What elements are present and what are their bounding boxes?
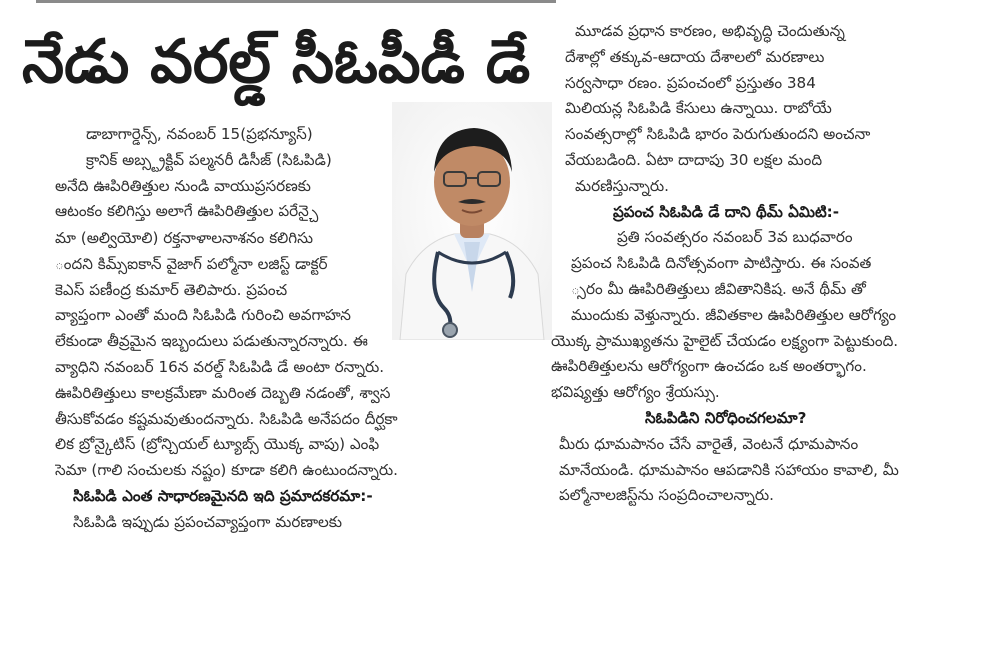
section-heading: సిఓపిడి ఎంత సాధారణమైనది ఇది ప్రమాదకరమా:- [73, 486, 373, 505]
article-line: మానేయండి. ధూమపానం ఆపడానికి సహాయం కావాలి, మీ [559, 460, 899, 479]
article-line: మా (అల్వియోలి) రక్తనాళాలనాశనం కలిగిసు [55, 229, 314, 247]
headline: నేడు వరల్డ్ సీఓపీడీ డే [22, 27, 531, 97]
article-line: కెఎస్ పణీంద్ర కుమార్ తెలిపారు. ప్రపంచ [55, 280, 288, 299]
doctor-portrait-image [392, 102, 552, 340]
article-line: లిక బ్రోన్కైటిస్ (బ్రోన్చియల్ ట్యూబ్స్ యొక్క వాపు) ఎంఫి [55, 435, 380, 454]
article-line: ప్రతి సంవత్సరం నవంబర్ 3వ బుధవారం [617, 228, 853, 247]
article-line: ందని కిమ్స్ఐకాన్ వైజాగ్ పల్మోనా లజిస్ట్ డాక్టర్ [55, 254, 328, 273]
article-line: ఊపిరితిత్తులు కాలక్రమేణా మరింత దెబ్బతి నడంతో, శ్వాస [55, 383, 391, 402]
article-line: అనేది ఊపిరితిత్తుల నుండి వాయుప్రసరణకు [55, 176, 311, 195]
article-line: తీసుకోవడం కష్టమవుతుందన్నారు. సిఓపిడి అనేపదం దీర్ఘకా [55, 409, 398, 428]
doctor-photo [392, 102, 552, 340]
section-heading: ప్రపంచ సిఓపిడి డే దాని థీమ్ ఏమిటి:- [613, 202, 840, 221]
left-intro-column [55, 122, 332, 225]
article-line: ఊపిరితిత్తులను ఆరోగ్యంగా ఉంచడం ఒక అంతర్భాగం. [551, 357, 867, 376]
article-line: మీరు ధూమపానం చేసే వారైతే, వెంటనే ధూమపానం [559, 434, 859, 453]
article-line: మిలియన్ల సిఓపిడి కేసులు ఉన్నాయి. రాబోయే [565, 99, 832, 118]
article-line: భవిష్యత్తు ఆరోగ్యం శ్రేయస్సు. [551, 383, 720, 402]
article-line: పల్మోనాలజిస్ట్‌ను సంప్రదించాలన్నారు. [559, 486, 774, 505]
article-line: వ్యాధిని నవంబర్ 16న వరల్డ్ సిఓపిడి డే అంటా రన్నారు. [55, 357, 385, 376]
article-line: డాబాగార్డెన్స్, నవంబర్ 15(ప్రభన్యూస్) [86, 125, 313, 143]
article-line: దేశాల్లో తక్కువ-ఆదాయ దేశాలలో మరణాలు [565, 47, 825, 66]
article-line: సంవత్సరాల్లో సిఓపిడి భారం పెరుగుతుందని అంచనా [565, 125, 871, 144]
right-body-column [551, 19, 899, 509]
article-line: వేయబడింది. ఏటా దాదాపు 30 లక్షల మంది [565, 150, 823, 169]
top-rule [36, 0, 556, 3]
article-line: సర్వసాధా రణం. ప్రపంచంలో ప్రస్తుతం 384 [565, 73, 816, 92]
article-line: ప్రపంచ సిఓపిడి దినోత్సవంగా పాటిస్తారు. ఈ సంవత [571, 254, 872, 273]
article-line: యొక్క ప్రాముఖ్యతను హైలైట్ చేయడం లక్ష్యంగా పెట్టుకుంది. [551, 331, 899, 350]
article-line: మూడవ ప్రధాన కారణం, అభివృద్ధి చెందుతున్న [575, 22, 845, 40]
article-line: సెమా (గాలి సంచులకు నష్టం) కూడా కలిగి ఉంటుందన్నారు. [55, 461, 398, 480]
article-line: ్సరం మీ ఊపిరితిత్తులు జీవితానికిష. అనే థీమ్ తో [571, 279, 866, 298]
article-line: సిఓపిడి ఇప్పుడు ప్రపంచవ్యాప్తంగా మరణాలకు [73, 512, 342, 531]
section-heading: సిఓపిడిని నిరోధించగలమా? [645, 408, 807, 427]
article-line: క్రానిక్ అబ్స్ట్రక్టివ్ పల్మనరీ డిసీజ్ (సిఓపిడి) [86, 150, 332, 169]
article-line: వ్యాప్తంగా ఎంతో మంది సిఓపిడి గురించి అవగాహన [55, 306, 351, 325]
article-line: ఆటంకం కలిగిస్తు అలాగే ఊపిరితిత్తుల పరేన్చై [55, 202, 319, 221]
article-line: ముందుకు వెళ్తున్నారు. జీవితకాల ఊపిరితిత్తుల ఆరోగ్యం [571, 305, 897, 324]
article-line: లేకుండా తీవ్రమైన ఇబ్బందులు పడుతున్నారన్నారు. ఈ [55, 332, 368, 351]
article-line: మరణిస్తున్నారు. [575, 176, 669, 195]
left-body-column [55, 226, 398, 536]
